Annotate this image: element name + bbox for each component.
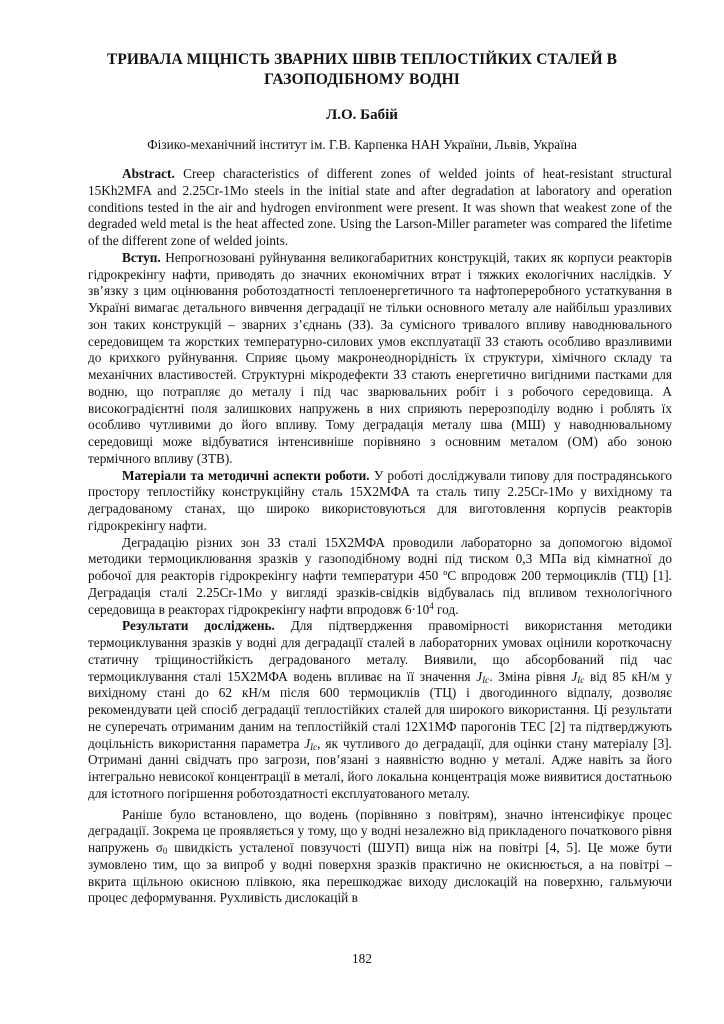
intro-label: Вступ. — [122, 249, 161, 265]
methods-text: У роботі досліджували типову для пострадянського простору теплостійку конструкційну сталь 15Х2МФА та сталь типу 2.25Cr-1Mo у вихідному та деградованому станах, що широко використовуються для виготовлення корпусів реакторів гідрокрекінгу нафти. — [88, 467, 672, 533]
paper-title: ТРИВАЛА МІЦНІСТЬ ЗВАРНИХ ШВІВ ТЕПЛОСТІЙКИХ СТАЛЕЙ В ГАЗОПОДІБНОМУ ВОДНІ — [106, 51, 618, 88]
methods-label: Матеріали та методичні аспекти роботи. — [122, 467, 370, 483]
author-affiliation: Фізико-механічний інститут ім. Г.В. Карпенка НАН України, Львів, Україна — [147, 137, 577, 152]
methods-paragraph-2 — [88, 535, 672, 619]
results-label: Результати досліджень. — [122, 618, 275, 634]
results-text-2: . Зміна рівня — [489, 668, 572, 684]
abstract-paragraph — [88, 166, 672, 250]
methods-text-2a: Деградацію різних зон ЗЗ сталі 15Х2МФА проводили лабораторно за допомогою відомої методики термоциклювання зразків у газоподібному водні під тиском 0,3 МПа від кімнатної до робочої для реакторів гідрокрекінгу нафти температури 450 ºС впродовж 200 термоциклів (ТЦ) [1]. Деградація сталі 2.25Cr-1Mo у вигляді зразків-свідків відбувалась під впливом технологічного середовища в реакторах гідрокрекінгу нафти впродовж 6·10 — [88, 534, 672, 617]
page-number: 182 — [352, 951, 372, 966]
exponent: 4 — [429, 600, 434, 611]
jic-symbol: $J_{Ic}$ — [304, 735, 318, 752]
results-text-1: Для підтвердження правомірності використання методики термоциклування зразків у водні для деградації сталей в лабораторних умовах оцінили короткочасну статичну тріщиностійкість деградованого металу. Виявили, що абсорбований під час термоциклування сталі 15Х2МФА водень впливає на її значення — [88, 618, 672, 684]
jic-symbol: $J_{Ic}$ — [571, 668, 585, 685]
author-name: Л.О. Бабій — [326, 107, 398, 123]
intro-text: Непрогнозовані руйнування великогабаритних конструкцій, таких як корпуси реакторів гідрокрекінгу нафти, приводять до значних економічних втрат і тяжких екологічних наслідків. У зв’язку з цим оцінювання роботоздатності теплоенергетичного та нафтопереробного устаткування в Україні вимагає детального вивчення деградації не тільки основного металу але найбільш уразливих зон таких конструкцій – зварних з’єднань (ЗЗ). За сумісного тривалого впливу наводнювального середовищем та жорстких температурно-силових умов експлуатації ЗЗ стають особливо вразливими до крихкого руйнування. Сприяє цьому макронеоднорідність їх структури, хімічного складу та механічних властивостей. Структурні мікродефекти ЗЗ стають енергетично вигідними пастками для водню, що потрапляє до металу і під час зварювальних робіт і з робочого середовища. А високоградієнтні поля залишкових напружень в них сприяють перерозподілу водню і роблять їх особливо чутливими до його впливу. Тому деградація металу шва (МШ) у наводнювальному середовищі може відбуватися інтенсивніше порівняно з основним металом (ОМ) або зоною термічного впливу (ЗТВ). — [88, 249, 672, 466]
sigma-subscript: 0 — [162, 846, 168, 856]
results-text-4: , як чутливого до деградації, для оцінки стану матеріалу [3]. Отримані данні свідчать про загрози, пов’язані з наявністю водню у металі. Адже навіть за його інтегрально невисокої концентрації в металі, його локальна концентрація може виявитися достатньою для істотного погіршення роботоздатності експлуатованого металу. — [88, 735, 672, 801]
results-text-5: Раніше було встановлено, що водень (порівняно з повітрям), значно інтенсифікує процес деградації. Зокрема це проявляється у тому, що у водні незалежно від прикладеного початкового рівня напружень σ — [88, 806, 672, 855]
results-paragraph-2 — [88, 807, 672, 908]
abstract-text: Creep characteristics of different zones of welded joints of heat-resistant structural 15Kh2MFA and 2.25Cr-1Mo steels in the initial state and after degradation at laboratory and operation conditions tested in the air and hydrogen environment were present. It was shown that weakest zone of the degraded weld metal is the heat affected zone. Using the Larson-Miller parameter was compared the lifetime of the different zone of welded joints. — [88, 166, 672, 248]
results-text-6: швидкість усталеної повзучості (ШУП) вища ніж на повітрі [4, 5]. Це може бути зумовлено тим, що за випроб у водні поверхня зразків практично не окиснюється, а на повітрі – вкрита щільною окисною плівкою, яка перешкоджає виходу дислокацій на поверхню, гальмуючи процес деформування. Рухливість дислокацій в — [88, 840, 672, 906]
intro-paragraph — [88, 250, 672, 468]
methods-text-2b: год. — [433, 601, 459, 617]
paper-body — [88, 166, 672, 907]
results-paragraph — [88, 618, 672, 802]
abstract-label: Abstract. — [122, 166, 175, 181]
results-text-3: від 85 кН/м у вихідному стані до 62 кН/м після 600 термоциклів (ТЦ) і двогодинного відпалу, дозволяє рекомендувати цей спосіб деградації теплостійких сталей для широкого використання. Ці результати не суперечать отриманим даним на теплостійкій сталі 12Х1МФ парогонів ТЕС [2] та підтверджують доцільність використання параметра — [88, 668, 672, 751]
methods-paragraph — [88, 468, 672, 535]
jic-symbol: $J_{Ic}$ — [476, 668, 490, 685]
